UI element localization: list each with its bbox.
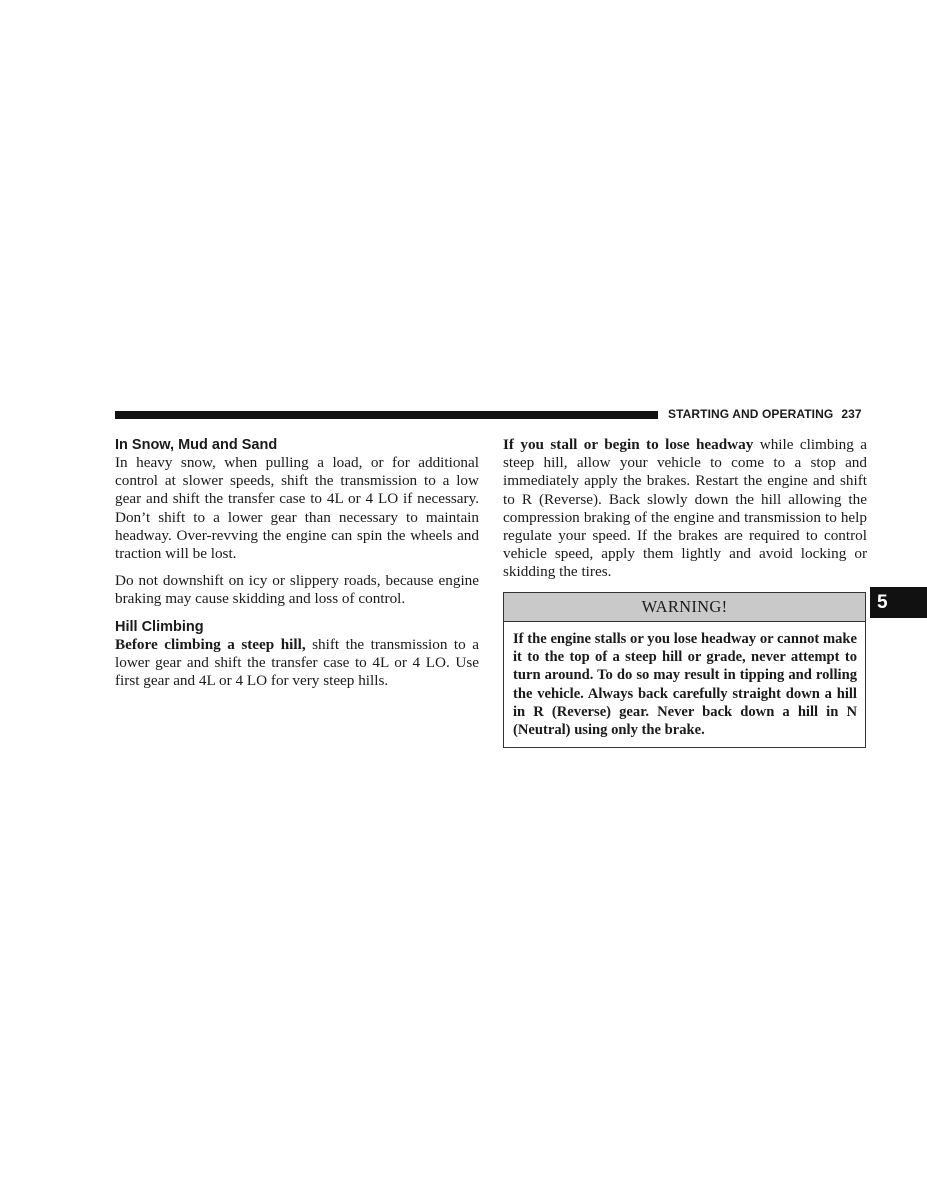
- hill-climbing-lead: Before climbing a steep hill,: [115, 635, 306, 653]
- stall-paragraph: [503, 436, 867, 582]
- stall-lead: If you stall or begin to lose headway: [503, 436, 754, 453]
- chapter-tab: 5: [870, 587, 927, 618]
- warning-title: WARNING!: [504, 593, 865, 622]
- header-rule: [115, 411, 658, 419]
- hill-climbing-paragraph: [115, 636, 479, 691]
- left-column: [115, 436, 479, 699]
- section-title: STARTING AND OPERATING: [668, 407, 834, 421]
- warning-box: [503, 592, 866, 749]
- snow-mud-sand-heading: In Snow, Mud and Sand: [115, 437, 278, 453]
- hill-climbing-heading: Hill Climbing: [115, 618, 204, 635]
- icy-roads-paragraph: Do not downshift on icy or slippery roads, because engine braking may cause skidding and loss of control.: [115, 572, 479, 608]
- running-header: [668, 407, 862, 421]
- page-number: 237: [841, 407, 862, 421]
- right-column: [503, 436, 867, 748]
- snow-paragraph: In heavy snow, when pulling a load, or for additional control at slower speeds, shift the transmission to a low gear and shift the transfer case to 4L or 4 LO if necessary. Don’t shift to a lower gear than necessary to maintain headway. Over-revving the engine can spin the wheels and traction will be lost.: [115, 454, 479, 563]
- hill-climbing-text: shift the transmission to a lower gear and shift the transfer case to 4L or 4 LO. Use first gear and 4L or 4 LO for very steep hills.: [115, 635, 479, 690]
- warning-body: If the engine stalls or you lose headway or cannot make it to the top of a steep hill or grade, never attempt to turn around. To do so may result in tipping and rolling the vehicle. Always back carefully straight down a hill in R (Reverse) gear. Never back down a hill in N (Neutral) using only the brake.: [513, 630, 857, 739]
- stall-text: while climbing a steep hill, allow your vehicle to come to a stop and immediately apply the brakes. Restart the engine and shift to R (Reverse). Back slowly down the hill allowing the compression braking of the engine and transmission to help regulate your speed. If the brakes are required to control vehicle speed, apply them lightly and avoid locking or skidding the tires.: [503, 436, 867, 581]
